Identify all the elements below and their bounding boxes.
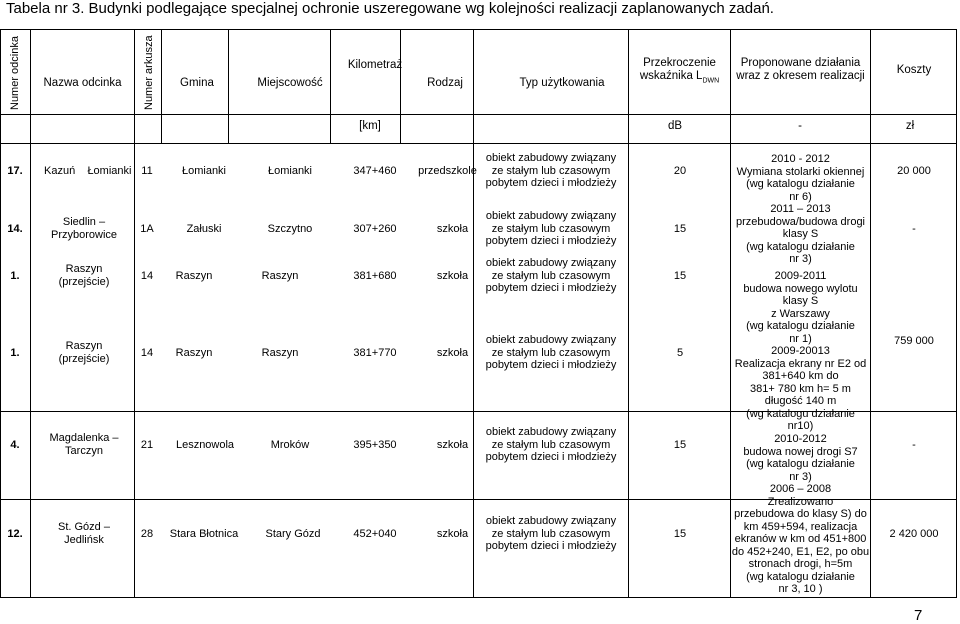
header-proponowane-dzialania: Proponowane działania wraz z okresem realizacji	[736, 57, 865, 82]
header-gmina: Gmina	[180, 77, 214, 89]
row6-nazwa: St. Gózd – Jedlińsk	[58, 521, 110, 546]
action-block-3: 2009-2011 budowa nowego wylotu klasy S z Warszawy (wg katalogu działanie nr 1) 2009-20013 Realizacja ekrany nr E2 od 381+640 km do 381+ 780 km h= 5 m długość 140 m (wg katalogu działanie nr10)	[734, 270, 867, 432]
action-block-2: 2011 – 2013 przebudowa/budowa drogi klasy S (wg katalogu działanie nr 3)	[735, 203, 866, 265]
row3-gmina: Raszyn	[175, 270, 213, 282]
table-caption: Tabela nr 3. Budynki podlegające specjalnej ochronie uszeregowane wg kolejności realizacji zaplanowanych zadań.	[6, 0, 774, 17]
cost-4: -	[912, 439, 916, 451]
row6-gmina: Stara Błotnica	[169, 528, 239, 540]
row3-typ: obiekt zabudowy związany ze stałym lub czasowym pobytem dzieci i młodzieży	[485, 257, 617, 294]
row3-arkusz: 14	[140, 270, 154, 282]
row6-kilometraz: 452+040	[353, 528, 397, 540]
row4-rodzaj: szkoła	[436, 347, 469, 359]
row2-rodzaj: szkoła	[436, 223, 469, 235]
row5-przekroczenie: 15	[673, 439, 687, 451]
header-miejscowosc: Miejscowość	[257, 77, 323, 89]
row4-nazwa: Raszyn (przejście)	[58, 340, 110, 365]
row1-kilometraz: 347+460	[353, 165, 397, 177]
row4-gmina: Raszyn	[175, 347, 213, 359]
header-rodzaj: Rodzaj	[427, 77, 463, 89]
header-kilometraz: Kilometraż	[347, 59, 403, 71]
unit-zl: zł	[905, 120, 915, 132]
row3-kilometraz: 381+680	[353, 270, 397, 282]
cost-3: 759 000	[894, 335, 934, 347]
row3-nazwa: Raszyn (przejście)	[58, 263, 110, 288]
row3-nr: 1.	[10, 270, 20, 282]
row1-arkusz: 11	[141, 165, 153, 177]
row6-nr: 12.	[7, 528, 23, 540]
row6-typ: obiekt zabudowy związany ze stałym lub czasowym pobytem dzieci i młodzieży	[485, 515, 617, 552]
row5-nr: 4.	[10, 439, 20, 451]
row6-przekroczenie: 15	[673, 528, 687, 540]
action-block-1: 2010 - 2012 Wymiana stolarki okiennej (wg katalogu działanie nr 6)	[736, 153, 865, 203]
cost-5: 2 420 000	[889, 528, 939, 540]
row6-rodzaj: szkoła	[436, 528, 469, 540]
row4-nr: 1.	[10, 347, 20, 359]
row2-typ: obiekt zabudowy związany ze stałym lub czasowym pobytem dzieci i młodzieży	[485, 210, 617, 247]
row5-kilometraz: 395+350	[353, 439, 397, 451]
row4-przekroczenie: 5	[676, 347, 684, 359]
row2-przekroczenie: 15	[673, 223, 687, 235]
row2-gmina: Załuski	[186, 223, 222, 235]
row4-kilometraz: 381+770	[353, 347, 397, 359]
header-numer-odcinka: Numer odcinka	[9, 36, 21, 110]
row1-przekroczenie: 20	[673, 165, 687, 177]
row5-nazwa: Magdalenka – Tarczyn	[49, 432, 119, 457]
row5-typ: obiekt zabudowy związany ze stałym lub czasowym pobytem dzieci i młodzieży	[485, 426, 617, 463]
row3-przekroczenie: 15	[673, 270, 687, 282]
row5-miejscowosc: Mroków	[270, 439, 310, 451]
row1-miejscowosc: Łomianki	[267, 165, 313, 177]
header-typ-uzytkowania: Typ użytkowania	[519, 77, 605, 89]
row2-nazwa: Siedlin – Przyborowice	[50, 216, 118, 241]
row1-nr: 17.	[7, 165, 23, 177]
row5-gmina: Lesznowola	[175, 439, 235, 451]
header-numer-arkusza: Numer arkusza	[143, 35, 155, 110]
row6-miejscowosc: Stary Gózd	[265, 528, 321, 540]
page-number: 7	[914, 607, 923, 624]
header-przekroczenie: Przekroczenie wskaźnika $L_{DWN}$	[639, 57, 720, 85]
row1-rodzaj: przedszkole	[418, 165, 477, 177]
header-nazwa-odcinka: Nazwa odcinka	[43, 77, 122, 89]
unit-km: [km]	[359, 120, 381, 132]
action-block-4: 2010-2012 budowa nowej drogi S7 (wg katalogu działanie nr 3) 2006 – 2008 Zrealizowano przebudowa do klasy S) do km 459+594, realizacja ekranów w km od 451+800 do 452+240, E1, E2, po obu stronach drogi, h=5m (wg katalogu działanie nr 3, 10 )	[731, 433, 870, 595]
data-table	[0, 29, 957, 599]
row1-nazwa: Kazuń Łomianki	[44, 165, 132, 177]
row2-miejscowosc: Szczytno	[267, 223, 313, 235]
unit-db: dB	[667, 120, 683, 132]
row5-arkusz: 21	[140, 439, 154, 451]
row2-kilometraz: 307+260	[353, 223, 397, 235]
cost-1: 20 000	[897, 165, 931, 177]
row1-gmina: Łomianki	[181, 165, 227, 177]
cost-2: -	[912, 223, 916, 235]
unit-dash: -	[798, 120, 802, 132]
header-koszty: Koszty	[896, 64, 932, 76]
row3-miejscowosc: Raszyn	[261, 270, 299, 282]
row6-arkusz: 28	[140, 528, 154, 540]
row4-arkusz: 14	[140, 347, 154, 359]
row4-miejscowosc: Raszyn	[261, 347, 299, 359]
row4-typ: obiekt zabudowy związany ze stałym lub czasowym pobytem dzieci i młodzieży	[485, 334, 617, 371]
row2-nr: 14.	[7, 223, 23, 235]
row1-typ: obiekt zabudowy związany ze stałym lub czasowym pobytem dzieci i młodzieży	[485, 152, 617, 189]
row3-rodzaj: szkoła	[436, 270, 469, 282]
row5-rodzaj: szkoła	[436, 439, 469, 451]
row2-arkusz: 1A	[140, 223, 154, 235]
